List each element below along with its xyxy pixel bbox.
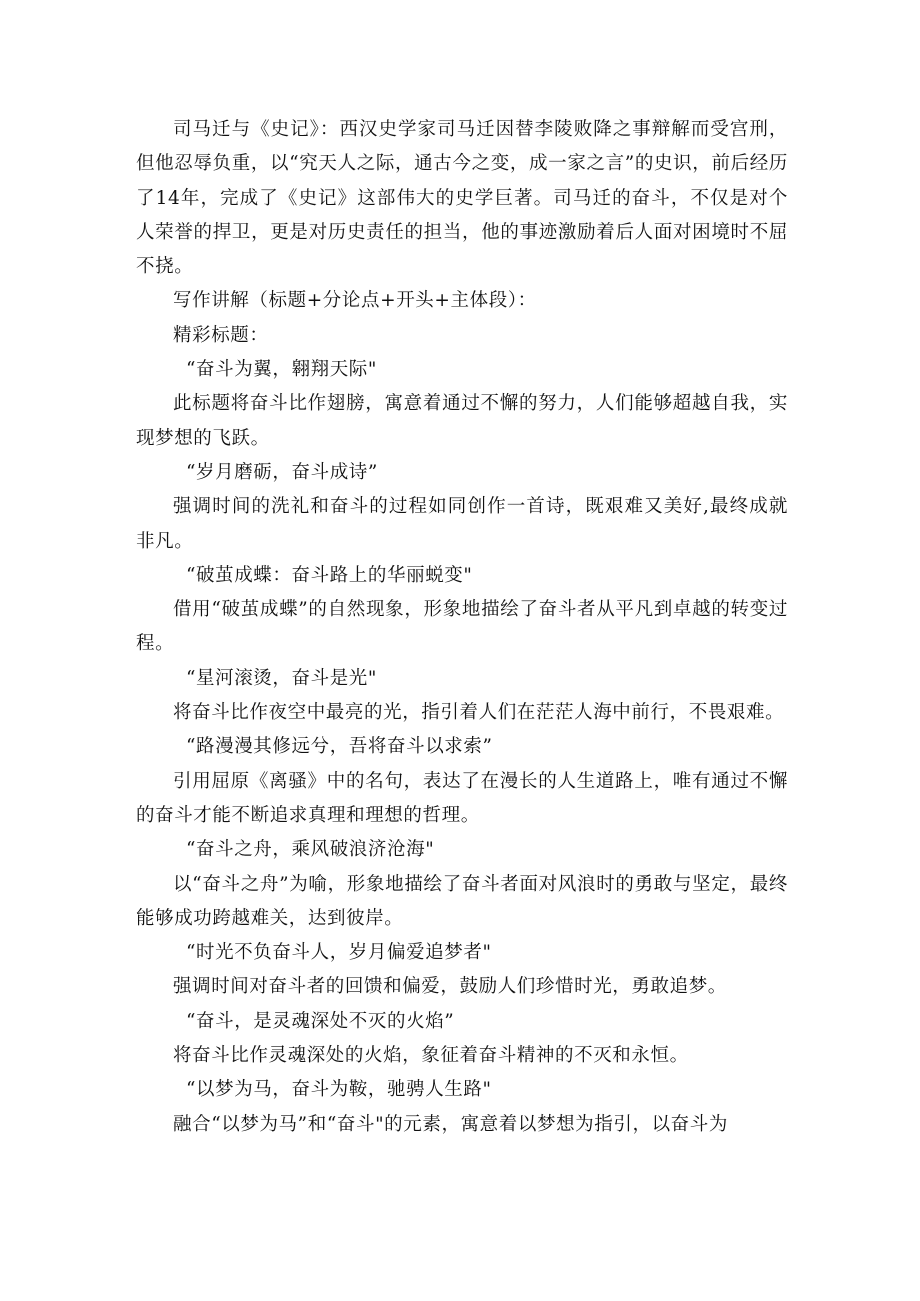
- paragraph-title-heading: 精彩标题：: [173, 324, 269, 346]
- title-example: “星河滚烫，奋斗是光": [185, 667, 378, 689]
- title-explanation: 此标题将奋斗比作翅膀，寓意着通过不懈的努力，人们能够超越自我，实现梦想的飞跃。: [136, 393, 788, 449]
- title-explanation: 将奋斗比作灵魂深处的火焰，象征着奋斗精神的不灭和永恒。: [173, 1045, 689, 1067]
- title-example: “路漫漫其修远兮，吾将奋斗以求索”: [185, 736, 493, 758]
- document-body: [136, 113, 788, 1142]
- title-explanation: 引用屈原《离骚》中的名句，表达了在漫长的人生道路上，唯有通过不懈的奋斗才能不断追求真理和理想的哲理。: [136, 770, 788, 826]
- title-example: “奋斗，是灵魂深处不灭的火焰”: [185, 1010, 455, 1032]
- title-example: “以梦为马，奋斗为鞍，驰骋人生路": [185, 1079, 492, 1101]
- title-explanation: 强调时间的洗礼和奋斗的过程如同创作一首诗，既艰难又美好,最终成就非凡。: [136, 496, 788, 552]
- paragraph-sima-qian: 司马迁与《史记》：西汉史学家司马迁因替李陵败降之事辩解而受宫刑，但他忍辱负重，以“究天人之际，通古今之变，成一家之言”的史识，前后经历了14年，完成了《史记》这部伟大的史学巨著。司马迁的奋斗，不仅是对个人荣誉的捍卫，更是对历史责任的担当，他的事迹激励着后人面对困境时不屈不挠。: [136, 119, 788, 278]
- title-example: “破茧成蝶：奋斗路上的华丽蜕变": [185, 564, 473, 586]
- title-example: “岁月磨砺，奋斗成诗”: [185, 461, 378, 483]
- title-explanation: 借用“破茧成蝶”的自然现象，形象地描绘了奋斗者从平凡到卓越的转变过程。: [136, 599, 788, 655]
- title-explanation: 以“奋斗之舟”为喻，形象地描绘了奋斗者面对风浪时的勇敢与坚定，最终能够成功跨越难关，达到彼岸。: [136, 873, 788, 929]
- title-example: “奋斗为翼，翱翔天际": [185, 359, 378, 381]
- title-explanation: 将奋斗比作夜空中最亮的光，指引着人们在茫茫人海中前行，不畏艰难。: [173, 702, 785, 724]
- title-explanation: 强调时间对奋斗者的回馈和偏爱，鼓励人们珍惜时光，勇敢追梦。: [173, 976, 727, 998]
- title-example: “时光不负奋斗人，岁月偏爱追梦者": [185, 942, 492, 964]
- title-explanation: 融合“以梦为马”和“奋斗"的元素，寓意着以梦想为指引，以奋斗为: [173, 1113, 728, 1135]
- title-example: “奋斗之舟，乘风破浪济沧海": [185, 839, 435, 861]
- paragraph-writing-guide: 写作讲解（标题+分论点+开头+主体段）：: [173, 290, 537, 312]
